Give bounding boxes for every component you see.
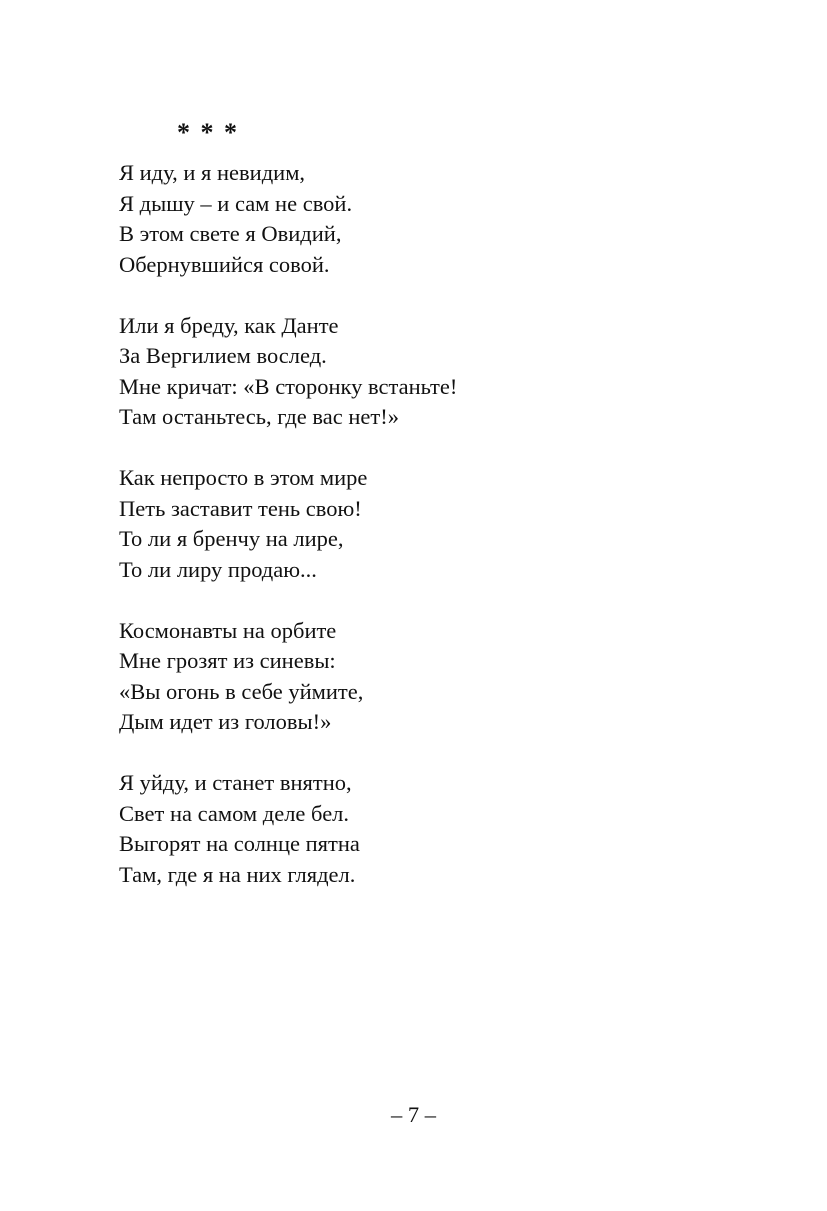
poem-line: Там останьтесь, где вас нет!» <box>119 404 399 429</box>
poem-line: Там, где я на них глядел. <box>119 861 356 887</box>
poem-line: Обернувшийся совой. <box>119 251 330 277</box>
stanza <box>119 616 719 738</box>
poem-line: Я дышу – и сам не свой. <box>119 190 353 216</box>
poem-line: Или я бреду, как Данте <box>119 312 339 338</box>
poem-line: Петь заставит тень свою! <box>119 495 362 521</box>
section-separator: * * * <box>177 118 239 147</box>
poem-line: Космонавты на орбите <box>119 617 337 643</box>
poem-line: Свет на самом деле бел. <box>119 800 350 826</box>
poem-line: Я уйду, и станет внятно, <box>119 770 352 795</box>
poem-line: Мне грозят из синевы: <box>119 648 336 673</box>
stanza <box>119 768 719 890</box>
poem-line: Я иду, и я невидим, <box>119 160 306 185</box>
poem-line: Выгорят на солнце пятна <box>119 831 360 856</box>
poem-line: То ли лиру продаю... <box>119 556 317 582</box>
poem-line: Мне кричат: «В сторонку встаньте! <box>119 373 458 399</box>
stanza <box>119 463 719 585</box>
poem-line: В этом свете я Овидий, <box>119 221 342 246</box>
stanza <box>119 311 719 433</box>
poem-line: За Вергилием вослед. <box>119 343 327 368</box>
poem-line: То ли я бренчу на лире, <box>119 526 344 551</box>
poem-line: Как непросто в этом мире <box>119 465 368 490</box>
poem-line: «Вы огонь в себе уймите, <box>119 678 364 704</box>
stanza <box>119 158 719 280</box>
poem <box>119 158 719 921</box>
page-number: – 7 – <box>391 1102 436 1127</box>
poem-line: Дым идет из головы!» <box>119 709 332 734</box>
